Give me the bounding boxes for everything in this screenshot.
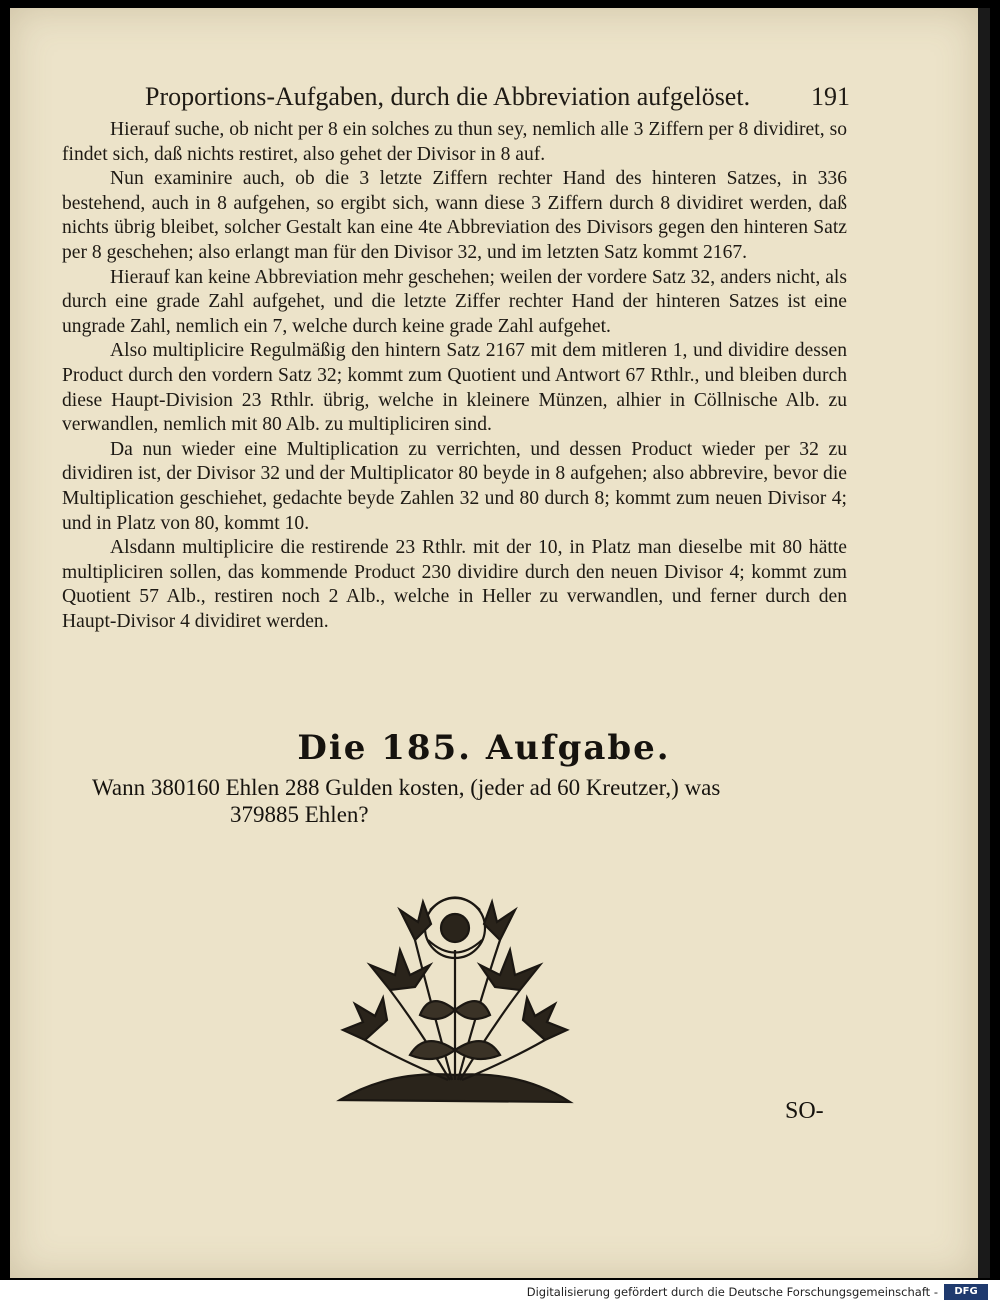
- page-edge: [978, 8, 990, 1278]
- body-text: [62, 118, 847, 634]
- paragraph: Nun examinire auch, ob die 3 letzte Ziffern rechter Hand des hinteren Satzes, in 336 bestehend, auch in 8 aufgehen, so ergibt sich, wann diese 3 Ziffern durch 8 dividiret werden, daß nichts übrig bleibet, solcher Gestalt kan eine 4te Abbreviation des Divisors gegen den hinteren Satz per 8 geschehen; also erlangt man für den Divisor 32, und im letzten Satz kommt 2167.: [62, 168, 847, 263]
- problem-line: Wann 380160 Ehlen 288 Gulden kosten, (jeder ad 60 Kreutzer,) was: [92, 775, 721, 800]
- problem-line: 379885 Ehlen?: [230, 802, 369, 827]
- problem-statement: [92, 774, 852, 828]
- catchword: SO-: [785, 1098, 824, 1124]
- running-head-title: Proportions-Aufgaben, durch die Abbreviation aufgelöset.: [145, 82, 751, 111]
- paragraph: Also multiplicire Regulmäßig den hintern Satz 2167 mit dem mitleren 1, und dividire dessen Product durch den vordern Satz 32; kommt zum Quotient und Antwort 67 Rthlr., und bleiben durch diese Haupt-Division 23 Rthlr. übrig, welche in kleinere Münzen, alhier in Cöllnische Alb. zu verwandlen, nemlich mit 80 Alb. zu multipliciren sind.: [62, 340, 847, 436]
- paragraph: Da nun wieder eine Multiplication zu verrichten, und dessen Product wieder per 32 zu dividiren ist, der Divisor 32 und der Multiplicator 80 beyde in 8 aufgehen; also abbrevire, bevor die Multiplication geschiehet, gedachte beyde Zahlen 32 und 80 durch 8; kommt zum neuen Divisor 4; und in Platz von 80, kommt 10.: [62, 438, 847, 534]
- funding-note: Digitalisierung gefördert durch die Deutsche Forschungsgemeinschaft -: [526, 1285, 938, 1299]
- paragraph: Hierauf suche, ob nicht per 8 ein solches zu thun sey, nemlich alle 3 Ziffern per 8 dividiret, so findet sich, daß nichts restiret, also gehet der Divisor in 8 auf.: [62, 119, 847, 165]
- page-number: 191: [811, 82, 850, 111]
- paragraph: Hierauf kan keine Abbreviation mehr geschehen; weilen der vordere Satz 32, anders nicht, als durch eine grade Zahl aufgehet, und die letzte Ziffer rechter Hand der hinteren Satzes ist eine ungrade Zahl, nemlich ein 7, welche durch keine grade Zahl aufgehet.: [62, 266, 847, 337]
- footer-bar: [0, 1280, 1000, 1304]
- dfg-logo: DFG: [944, 1284, 988, 1300]
- section-heading: Die 185. Aufgabe.: [297, 728, 671, 768]
- paragraph: Alsdann multiplicire die restirende 23 Rthlr. mit der 10, in Platz man dieselbe mit 80 hätte multipliciren sollen, das kommende Product 230 dividire durch den neuen Divisor 4; kommt zum Quotient 57 Alb., restiren noch 2 Alb., welche in Heller zu verwandlen, und ferner durch den Haupt-Divisor 4 dividiret werden.: [62, 537, 847, 632]
- flower-woodcut-ornament: [330, 880, 580, 1110]
